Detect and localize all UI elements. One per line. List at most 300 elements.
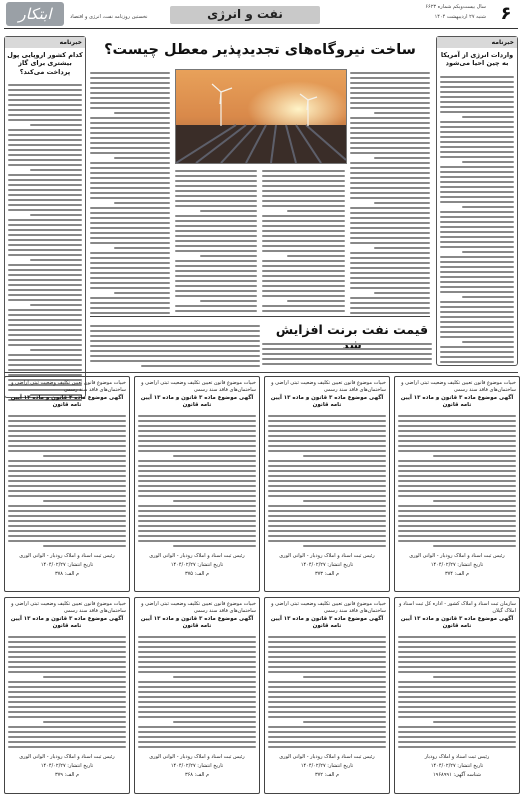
text-line [30,214,82,216]
text-line [8,344,82,346]
text-line [262,170,345,172]
text-line [268,636,386,638]
text-line [462,116,514,118]
notice-date: تاریخ انتشار: ۱۴۰۴/۰۲/۲۷ [300,763,354,770]
text-line [268,646,386,648]
text-line [350,302,430,304]
text-line [90,287,170,289]
text-line [138,706,256,708]
text-line [268,731,386,733]
text-line [398,646,516,648]
text-line [8,435,126,437]
text-line [90,350,260,352]
text-line [8,666,126,668]
text-line [268,450,386,452]
text-line [350,72,430,74]
text-line [90,272,170,274]
text-line [398,515,516,517]
text-line [262,265,345,267]
text-line [173,676,256,678]
text-line [90,72,170,74]
notice-body [395,631,519,753]
text-line [350,152,430,154]
text-line [8,359,82,361]
text-line [440,86,514,88]
text-line [138,445,256,447]
text-line [440,166,514,168]
text-line [350,167,430,169]
text-line [138,425,256,427]
text-line [43,455,126,457]
text-line [90,152,170,154]
text-line [138,691,256,693]
text-line [262,290,345,292]
text-line [200,300,257,302]
text-line [268,470,386,472]
text-line [8,425,126,427]
text-line [350,177,430,179]
text-line [175,225,257,227]
text-line [268,435,386,437]
text-line [268,651,386,653]
text-line [114,247,170,249]
text-line [138,716,256,718]
text-line [138,746,256,748]
text-line [90,217,170,219]
text-line [262,205,345,207]
text-line [398,656,516,658]
text-line [268,445,386,447]
text-line [303,500,386,502]
text-line [90,197,170,199]
text-line [350,127,430,129]
text-line [268,475,386,477]
text-line [462,251,514,253]
text-line [175,200,257,202]
text-line [90,302,170,304]
issue-date: شنبه ۲۷ اردیبهشت ۱۴۰۴ [434,14,486,20]
text-line [268,430,386,432]
text-line [30,169,82,171]
text-line [440,326,514,328]
text-line [398,726,516,728]
text-line [350,207,430,209]
text-line [440,231,514,233]
notice-heading: آگهی موضوع ماده ۳ قانون و ماده ۱۳ آیین نامه قانون [140,395,254,409]
text-line [90,177,170,179]
text-line [138,525,256,527]
text-line [350,262,430,264]
text-line [90,147,170,149]
notice-heading: آگهی موضوع ماده ۳ قانون و ماده ۱۳ آیین نامه قانون [270,395,384,409]
text-line [8,415,126,417]
legal-notice [264,597,390,794]
legal-notice [134,597,260,794]
text-line [138,440,256,442]
text-line [138,465,256,467]
text-line [138,435,256,437]
text-line [90,87,170,89]
text-line [262,270,345,272]
text-line [90,142,170,144]
text-line [90,82,170,84]
text-line [350,147,430,149]
text-line [398,510,516,512]
text-line [8,495,126,497]
text-line [398,540,516,542]
text-line [262,305,345,307]
text-line [268,706,386,708]
text-line [350,132,430,134]
sub-article-body-left [90,322,260,368]
text-line [440,246,514,248]
text-line [90,172,170,174]
text-line [90,297,170,299]
text-line [262,295,345,297]
text-line [440,181,514,183]
text-line [90,237,170,239]
text-line [268,661,386,663]
text-line [8,505,126,507]
text-line [114,292,170,294]
text-line [398,420,516,422]
text-line [350,212,430,214]
text-line [8,159,82,161]
notice-body [265,631,389,753]
notice-footer: رئیس ثبت اسناد و املاک رودبار - الوانی الوری [19,754,115,761]
text-line [398,681,516,683]
text-line [462,206,514,208]
text-line [90,330,260,332]
text-line [175,215,257,217]
text-line [175,245,257,247]
text-line [350,137,430,139]
text-line [398,746,516,748]
text-line [374,202,430,204]
text-line [138,415,256,417]
text-line [440,136,514,138]
text-line [90,345,260,347]
text-line [175,220,257,222]
text-line [440,321,514,323]
text-line [398,525,516,527]
article-divider [90,316,430,317]
text-line [90,137,170,139]
notice-num: م الف: ۳۷۸ [54,570,80,577]
text-line [138,520,256,522]
text-line [175,195,257,197]
text-line [30,124,82,126]
text-line [8,661,126,663]
text-line [440,201,514,203]
text-line [268,686,386,688]
text-line [175,285,257,287]
text-line [8,174,82,176]
right-column-tag: خبرنامه [437,37,517,48]
text-line [462,161,514,163]
text-line [398,495,516,497]
text-line [268,736,386,738]
right-news-column [436,36,518,366]
text-line [8,736,126,738]
notice-body [135,410,259,552]
text-line [114,112,170,114]
text-line [138,686,256,688]
text-line [138,450,256,452]
text-line [8,144,82,146]
text-line [350,307,430,309]
text-line [287,255,345,257]
text-line [8,84,82,86]
right-column-body [437,71,517,368]
notice-body [395,410,519,552]
text-line [90,182,170,184]
text-line [262,358,432,360]
text-line [138,515,256,517]
text-line [268,711,386,713]
text-line [440,121,514,123]
main-headline: ساخت نیروگاه‌های تجدیدپذیر معطل چیست؟ [104,42,416,58]
text-line [398,415,516,417]
text-line [350,102,430,104]
text-line [262,280,345,282]
text-line [90,232,170,234]
text-line [398,706,516,708]
page-number: ۶ [500,3,512,24]
text-line [90,132,170,134]
text-line [350,257,430,259]
text-line [440,101,514,103]
text-line [374,157,430,159]
text-line [433,676,516,678]
text-line [262,250,345,252]
text-line [175,265,257,267]
text-line [398,430,516,432]
article-col-mid2 [262,167,345,314]
text-line [8,129,82,131]
text-line [175,230,257,232]
text-line [90,312,170,314]
text-line [440,291,514,293]
text-line [350,97,430,99]
text-line [350,312,430,314]
text-line [262,343,432,345]
notice-date: تاریخ انتشار: ۱۴۰۴/۰۲/۲۷ [430,562,484,569]
text-line [8,475,126,477]
text-line [440,156,514,158]
text-line [90,252,170,254]
text-line [141,365,260,367]
text-line [350,217,430,219]
text-line [175,295,257,297]
text-line [268,440,386,442]
text-line [8,284,82,286]
text-line [350,92,430,94]
sub-headline: قیمت نفت برنت افزایش [275,322,429,337]
text-line [350,82,430,84]
text-line [398,520,516,522]
text-line [440,126,514,128]
paper-slogan: نخستین روزنامه نفت، انرژی و اقتصاد [70,14,148,20]
notice-date: تاریخ انتشار: ۱۴۰۴/۰۲/۲۷ [40,763,94,770]
text-line [8,515,126,517]
text-line [8,651,126,653]
article-col-mid1 [175,167,257,314]
text-line [350,162,430,164]
text-line [90,77,170,79]
text-line [350,142,430,144]
text-line [350,77,430,79]
left-column-body [5,79,85,406]
text-line [138,671,256,673]
text-line [262,185,345,187]
text-line [350,287,430,289]
notice-body [5,410,129,552]
text-line [8,119,82,121]
text-line [173,500,256,502]
text-line [173,455,256,457]
text-line [440,256,514,258]
text-line [440,301,514,303]
text-line [440,241,514,243]
text-line [440,131,514,133]
text-line [287,210,345,212]
text-line [173,721,256,723]
text-line [90,162,170,164]
text-line [398,641,516,643]
text-line [268,415,386,417]
text-line [138,535,256,537]
legal-notice [4,597,130,794]
text-line [138,696,256,698]
notice-date: تاریخ انتشار: ۱۴۰۴/۰۲/۲۷ [300,562,354,569]
text-line [268,420,386,422]
right-column-title: واردات انرژی از آمریکا به چین احیا می‌شود [440,51,514,68]
text-line [268,726,386,728]
text-line [8,189,82,191]
text-line [350,237,430,239]
text-line [8,646,126,648]
text-line [8,134,82,136]
text-line [90,207,170,209]
text-line [90,187,170,189]
notice-footer: رئیس ثبت اسناد و املاک رودبار - الوانی الوری [19,553,115,560]
text-line [440,196,514,198]
text-line [138,731,256,733]
text-line [350,232,430,234]
text-line [90,222,170,224]
text-line [398,636,516,638]
text-line [8,731,126,733]
left-column-title: کدام کشور اروپایی پول بیشتری برای گاز پرداخت می‌کند؟ [7,51,83,76]
text-line [8,339,82,341]
text-line [268,425,386,427]
text-line [138,681,256,683]
text-line [8,369,82,371]
text-line [138,485,256,487]
text-line [175,190,257,192]
text-line [8,671,126,673]
text-line [268,460,386,462]
text-line [175,290,257,292]
text-line [8,470,126,472]
text-line [398,490,516,492]
notice-num: شناسه آگهی: ۱۹۶۸۹۹۱ [432,771,481,778]
text-line [8,154,82,156]
text-line [398,741,516,743]
text-line [268,495,386,497]
text-line [8,309,82,311]
text-line [8,149,82,151]
text-line [398,736,516,738]
text-line [8,199,82,201]
text-line [138,656,256,658]
text-line [262,180,345,182]
text-line [200,255,257,257]
text-line [262,353,432,355]
text-line [268,671,386,673]
text-line [8,746,126,748]
text-line [440,331,514,333]
text-line [440,286,514,288]
text-line [8,465,126,467]
text-line [8,641,126,643]
text-line [175,240,257,242]
text-line [30,304,82,306]
text-line [8,164,82,166]
text-line [398,440,516,442]
text-line [440,186,514,188]
text-line [350,117,430,119]
text-line [8,701,126,703]
text-line [8,209,82,211]
text-line [138,666,256,668]
text-line [8,234,82,236]
text-line [262,220,345,222]
text-line [268,515,386,517]
text-line [90,340,260,342]
text-line [90,360,260,362]
text-line [268,696,386,698]
text-line [8,244,82,246]
text-line [268,691,386,693]
newspaper-logo: ابتکار [6,2,64,26]
text-line [90,97,170,99]
text-line [8,239,82,241]
text-line [268,681,386,683]
notice-footer: رئیس ثبت اسناد و املاک رودبار - الوانی الوری [409,553,505,560]
text-line [8,329,82,331]
text-line [90,242,170,244]
text-line [8,681,126,683]
notice-title: خبیات موضوع قانون تعیین تکلیف وضعیت ثبتی اراضی و ساختمان‌های فاقد سند رسمی [271,380,386,393]
text-line [90,107,170,109]
text-line [268,485,386,487]
notice-footer: رئیس ثبت اسناد و املاک رودبار - الوانی الوری [149,754,245,761]
notice-heading: آگهی موضوع ماده ۳ قانون و ماده ۱۳ آیین نامه قانون [270,616,384,630]
notice-date: تاریخ انتشار: ۱۴۰۴/۰۲/۲۷ [170,562,224,569]
text-line [268,505,386,507]
text-line [398,696,516,698]
text-line [8,204,82,206]
notice-num: م الف: ۳۷۴ [444,570,470,577]
text-line [440,111,514,113]
text-line [43,676,126,678]
text-line [398,485,516,487]
text-line [262,200,345,202]
text-line [350,107,430,109]
legal-notice [134,376,260,592]
